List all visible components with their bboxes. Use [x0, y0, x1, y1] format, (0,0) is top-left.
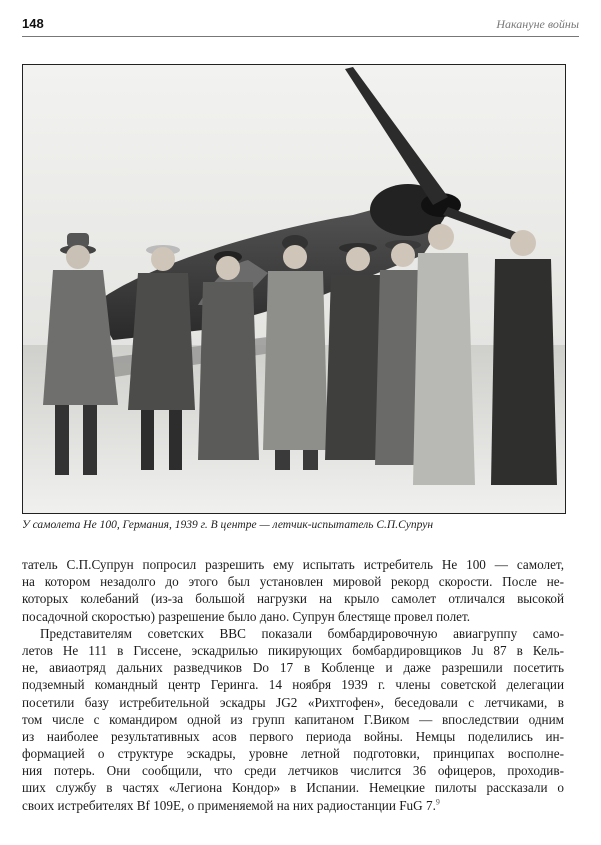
- article-body: [22, 556, 564, 814]
- paragraph-2: [22, 625, 564, 814]
- paragraph-1: [22, 556, 564, 625]
- text-line-last: [22, 797, 564, 814]
- text-line: ших службу в частях «Легиона Кондор» в Испании. Немецкие пилоты рассказали о: [22, 780, 564, 796]
- text-line: татель С.П.Супрун попросил разрешить ему испытать истребитель Не 100 — самолет,: [22, 557, 564, 572]
- text-line: которых колебаний (из-за большой нагрузки на крыло самолет отличался высокой: [22, 591, 564, 607]
- running-title: Накануне войны: [496, 17, 579, 31]
- text-line: ния потерь. Они сообщили, что среди летчиков числится 36 офицеров, проходив-: [22, 763, 564, 779]
- text-line: из наиболее результативных асов первого периода войны. Немцы поделились ин-: [22, 728, 564, 744]
- text-line: Представителям советских ВВС показали бомбардировочную авиагруппу само-: [40, 625, 564, 641]
- text-line: формацией о структуре эскадры, уровне летной подготовки, принципах восполне-: [22, 746, 564, 762]
- page-number: 148: [22, 16, 44, 31]
- footnote-marker: 9: [435, 797, 440, 807]
- text-line: на котором незадолго до этого был установлен мировой рекорд скорости. После не-: [22, 574, 564, 590]
- photo-illustration: [23, 65, 565, 513]
- text-line: подземный командный центр Геринга. 14 ноября 1939 г. члены советской делегации: [22, 677, 564, 693]
- historical-photo: [22, 64, 566, 514]
- text-line: том числе с командиром одной из групп капитаном Г.Виком — впоследствии одним: [22, 711, 564, 727]
- text-line: летов Не 111 в Гиссене, эскадрилью пикирующих бомбардировщиков Ju 87 в Кель-: [22, 642, 564, 658]
- text-line: посетили базу истребительной эскадры JG2 «Рихтгофен», беседовали с летчиками, в: [22, 694, 564, 710]
- photo-caption: У самолета Не 100, Германия, 1939 г. В центре — летчик-испытатель С.П.Супрун: [22, 519, 434, 531]
- text-line: посадочной скоростью) разрешение было дано. Супрун блестяще провел полет.: [22, 608, 471, 624]
- text-line-content: своих истребителях Bf 109E, о применяемой на них радиостанции FuG 7.: [22, 797, 436, 813]
- page-header: [22, 16, 579, 37]
- text-line: не, авиаотряд дальних разведчиков Do 17 в Кобленце и даже разрешили посетить: [22, 660, 564, 676]
